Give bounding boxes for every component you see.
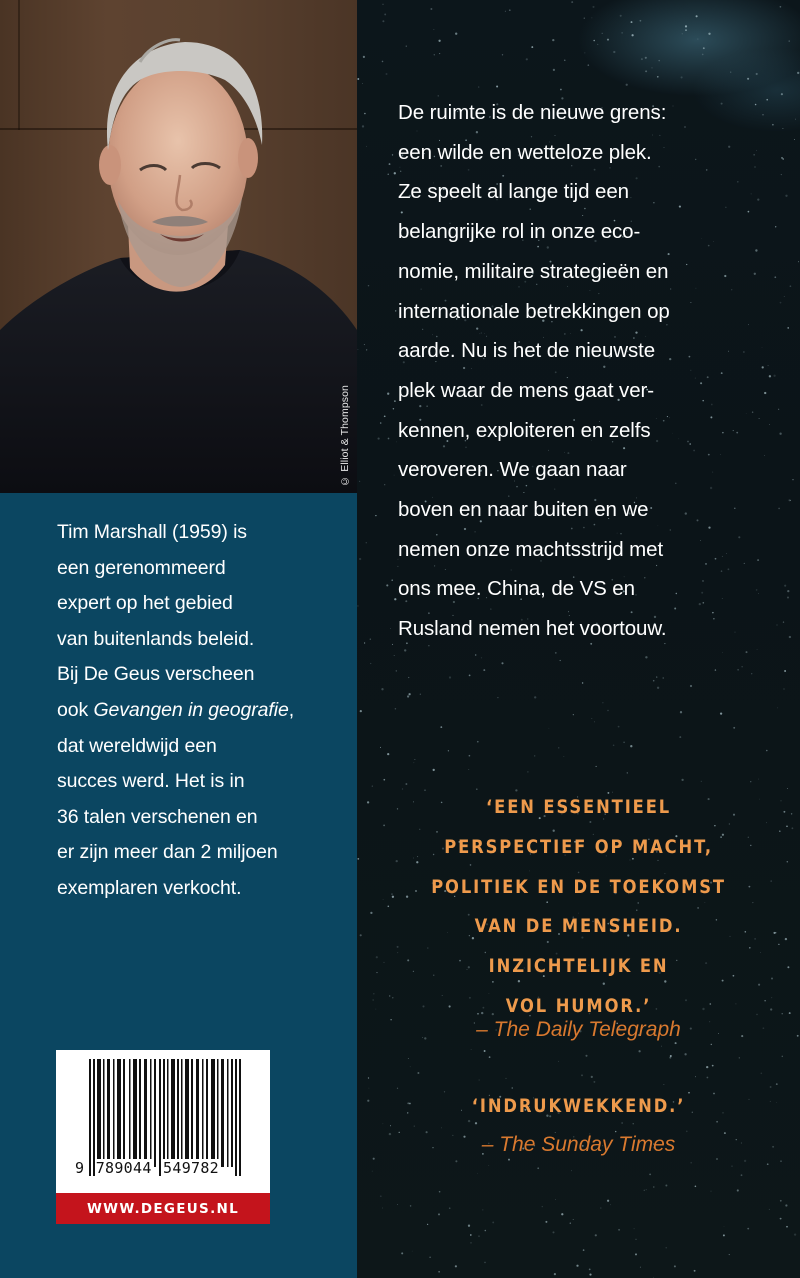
blurb-line: belangrijke rol in onze eco- xyxy=(398,220,641,244)
blurb-line: boven en naar buiten en we xyxy=(398,498,649,522)
bio-line: dat wereldwijd een xyxy=(57,734,217,757)
book-blurb xyxy=(398,93,788,649)
blurb-line: nomie, militaire strategieën en xyxy=(398,259,669,283)
blurb-line: internationale betrekkingen op xyxy=(398,299,670,323)
blurb-line: plek waar de mens gaat ver- xyxy=(398,378,654,402)
bio-line: 36 talen verschenen en xyxy=(57,805,258,828)
bio-line: er zijn meer dan 2 miljoen xyxy=(57,841,278,864)
author-photo xyxy=(0,0,357,493)
author-portrait-illustration xyxy=(0,0,357,493)
photo-credit: © Elliot & Thompson xyxy=(339,385,351,487)
bio-line: exemplaren verkocht. xyxy=(57,876,242,899)
blurb-line: aarde. Nu is het de nieuwste xyxy=(398,339,656,363)
isbn-barcode-label xyxy=(56,1050,270,1224)
quote-line: ‘EEN ESSENTIEEL xyxy=(486,796,672,818)
bio-line: een gerenommeerd xyxy=(57,556,226,579)
quote-line: VOL HUMOR.’ xyxy=(505,994,652,1017)
bio-line: expert op het gebied xyxy=(57,592,233,615)
bio-line: Bij De Geus verscheen xyxy=(57,663,255,686)
left-column xyxy=(0,0,357,1278)
blurb-line: Ze speelt al lange tijd een xyxy=(398,180,629,204)
isbn-number: 9 789044 549782 xyxy=(75,1159,220,1177)
author-bio-panel xyxy=(0,493,357,1278)
blurb-line: veroveren. We gaan naar xyxy=(398,458,627,482)
bio-line: succes werd. Het is in xyxy=(57,770,245,793)
blurb-line: Rusland nemen het voortouw. xyxy=(398,617,667,641)
author-bio xyxy=(57,515,347,907)
quote-line: VAN DE MENSHEID. xyxy=(474,915,683,938)
blurb-line: kennen, exploiteren en zelfs xyxy=(398,418,651,442)
quote-line: PERSPECTIEF OP MACHT, xyxy=(444,835,713,858)
bio-line: Tim Marshall (1959) is xyxy=(57,521,247,543)
blurb-line: een wilde en wetteloze plek. xyxy=(398,140,652,164)
review-quote-sunday-times: ‘INDRUKWEKKEND.’ xyxy=(471,1095,686,1117)
publisher-url: WWW.DEGEUS.NL xyxy=(56,1193,270,1224)
review-quote-telegraph xyxy=(388,788,769,1027)
bio-line: van buitenlands beleid. xyxy=(57,627,255,650)
review-source-sunday-times: – The Sunday Times xyxy=(481,1133,676,1156)
quote-line: INZICHTELIJK EN xyxy=(488,955,669,978)
quote-line: POLITIEK EN DE TOEKOMST xyxy=(431,875,726,898)
previous-book-title: Gevangen in geografie xyxy=(93,698,289,721)
blurb-line: ons mee. China, de VS en xyxy=(398,577,635,601)
review-source-telegraph: – The Daily Telegraph xyxy=(476,1018,681,1041)
blurb-line: nemen onze machtsstrijd met xyxy=(398,537,664,561)
bio-line: ook Gevangen in geografie, xyxy=(57,698,295,721)
blurb-line: De ruimte is de nieuwe grens: xyxy=(398,101,667,124)
space-background-panel xyxy=(357,0,800,1278)
